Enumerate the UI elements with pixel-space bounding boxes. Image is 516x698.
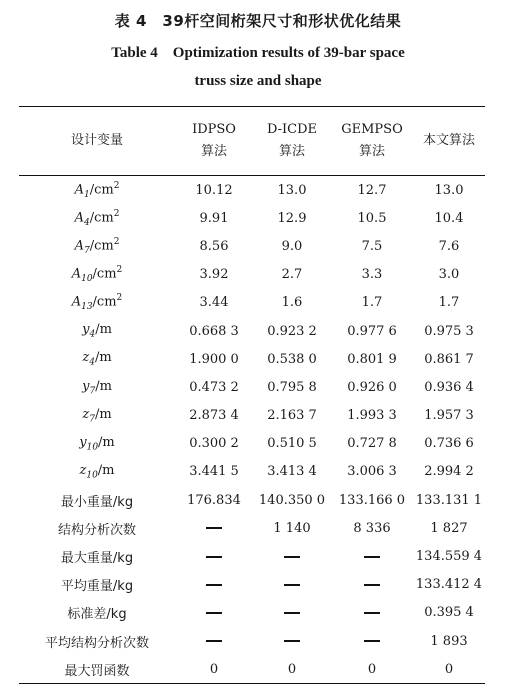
value-cell: 3.0 — [438, 267, 460, 283]
table-row — [19, 261, 485, 289]
header-idpso-suffix: 算法 — [200, 144, 227, 159]
variable-symbol: A — [74, 181, 84, 197]
header-proposed-algorithm: 本文算法 — [413, 107, 485, 176]
value-cell — [331, 571, 413, 599]
variable-unit: /m — [94, 406, 112, 422]
variable-unit: /m — [94, 350, 112, 366]
row-label — [19, 289, 175, 317]
value-cell: 1.957 3 — [424, 408, 474, 424]
results-table — [19, 106, 485, 684]
not-available-dash — [206, 556, 222, 558]
value-cell: 3.006 3 — [347, 464, 397, 480]
value-cell: 13.0 — [277, 182, 307, 198]
value-cell — [253, 599, 331, 627]
caption-english-line-1: Table 4 Optimization results of 39-bar space — [111, 45, 405, 61]
variable-symbol: y — [82, 378, 90, 394]
row-label — [19, 317, 175, 345]
variable-unit: /cm — [92, 266, 117, 282]
variable-unit: /cm — [89, 238, 114, 254]
table-body — [19, 176, 485, 684]
row-label — [19, 345, 175, 373]
value-cell: 2.7 — [281, 267, 303, 283]
value-cell: 2.994 2 — [424, 464, 474, 480]
caption-english — [0, 39, 516, 95]
value-cell: 0 — [331, 655, 413, 684]
value-cell — [175, 571, 253, 599]
value-cell: 133.166 0 — [338, 492, 406, 508]
row-label: 最小重量/kg — [60, 494, 134, 510]
value-cell: 9.91 — [199, 210, 229, 226]
unit-exponent: 2 — [113, 180, 120, 191]
value-cell — [175, 627, 253, 655]
value-cell: 1.993 3 — [347, 408, 397, 424]
value-cell: 12.9 — [277, 210, 307, 226]
variable-subscript: 7 — [83, 245, 90, 256]
unit-exponent: 2 — [116, 265, 123, 276]
header-variable: 设计变量 — [19, 107, 175, 176]
value-cell: 1 827 — [430, 520, 468, 536]
table-row — [19, 373, 485, 401]
header-dicde-suffix: 算法 — [278, 144, 305, 159]
value-cell: 1.7 — [361, 295, 383, 311]
header-gempso-suffix: 算法 — [358, 144, 385, 159]
table-row — [19, 430, 485, 458]
row-label: 最大重量/kg — [60, 551, 134, 567]
header-dicde-name: D-ICDE — [266, 122, 318, 137]
variable-subscript: 7 — [89, 414, 95, 425]
value-cell: 0 — [175, 655, 253, 684]
not-available-dash — [364, 612, 380, 614]
value-cell: 176.834 — [187, 492, 241, 508]
header-gempso-name: GEMPSO — [341, 122, 403, 137]
table-row — [19, 571, 485, 599]
value-cell — [331, 542, 413, 570]
value-cell: 0.795 8 — [267, 379, 317, 395]
unit-exponent: 2 — [113, 208, 120, 219]
value-cell: 134.559 4 — [415, 549, 483, 565]
value-cell: 0.977 6 — [347, 323, 397, 339]
not-available-dash — [284, 584, 300, 586]
value-cell: 0.861 7 — [424, 351, 474, 367]
table-row — [19, 204, 485, 232]
value-cell: 0.923 2 — [267, 323, 317, 339]
not-available-dash — [206, 527, 222, 529]
variable-unit: /m — [95, 322, 112, 338]
row-label — [19, 373, 175, 401]
not-available-dash — [284, 612, 300, 614]
row-label: 结构分析次数 — [57, 522, 136, 538]
value-cell: 10.5 — [357, 210, 387, 226]
table-row — [19, 599, 485, 627]
table-row — [19, 486, 485, 514]
variable-unit: /m — [97, 463, 115, 479]
not-available-dash — [284, 556, 300, 558]
variable-unit: /m — [95, 378, 112, 394]
row-label — [19, 458, 175, 486]
value-cell: 0.300 2 — [189, 436, 239, 452]
value-cell: 0.510 5 — [267, 436, 317, 452]
variable-subscript: 1 — [83, 189, 90, 200]
value-cell: 2.873 4 — [189, 408, 239, 424]
header-idpso — [175, 107, 253, 176]
table-row — [19, 289, 485, 317]
row-label: 标准差/kg — [67, 607, 127, 623]
row-label — [19, 402, 175, 430]
value-cell: 1.6 — [281, 295, 303, 311]
value-cell — [175, 514, 253, 542]
variable-symbol: z — [79, 463, 87, 479]
variable-symbol: A — [74, 238, 84, 254]
value-cell: 3.3 — [361, 267, 383, 283]
value-cell — [253, 571, 331, 599]
not-available-dash — [284, 640, 300, 642]
value-cell: 3.44 — [199, 295, 229, 311]
value-cell: 1 140 — [273, 520, 311, 536]
value-cell: 0.538 0 — [267, 351, 317, 367]
value-cell: 0.395 4 — [424, 605, 474, 621]
table-row — [19, 514, 485, 542]
value-cell: 1 893 — [430, 633, 468, 649]
value-cell: 1.900 0 — [189, 351, 239, 367]
value-cell — [175, 599, 253, 627]
variable-unit: /cm — [89, 181, 114, 197]
value-cell — [331, 599, 413, 627]
variable-subscript: 4 — [89, 329, 96, 340]
variable-unit: /cm — [89, 210, 114, 226]
caption-chinese: 表 4 39杆空间桁架尺寸和形状优化结果 — [114, 12, 402, 30]
caption-english-line-2: truss size and shape — [194, 73, 322, 89]
variable-unit: /m — [98, 434, 115, 450]
variable-symbol: A — [74, 210, 84, 226]
value-cell: 133.412 4 — [415, 577, 483, 593]
row-label — [19, 232, 175, 260]
table-row — [19, 402, 485, 430]
variable-subscript: 13 — [81, 302, 93, 313]
value-cell: 12.7 — [357, 182, 387, 198]
row-label — [19, 430, 175, 458]
table-row — [19, 655, 485, 684]
unit-exponent: 2 — [113, 237, 120, 247]
variable-unit: /cm — [92, 294, 117, 310]
unit-exponent: 2 — [116, 293, 123, 304]
table-row — [19, 176, 485, 205]
value-cell — [253, 542, 331, 570]
value-cell: 140.350 0 — [258, 492, 326, 508]
variable-symbol: A — [71, 266, 82, 282]
table-row — [19, 627, 485, 655]
value-cell: 0.936 4 — [424, 379, 474, 395]
value-cell — [253, 627, 331, 655]
value-cell: 8 336 — [353, 520, 391, 536]
value-cell: 9.0 — [281, 238, 303, 254]
table-caption — [0, 10, 516, 95]
not-available-dash — [206, 584, 222, 586]
row-label: 最大罚函数 — [19, 655, 175, 684]
value-cell: 0.736 6 — [424, 436, 474, 452]
value-cell: 0.801 9 — [347, 351, 397, 367]
value-cell: 0.926 0 — [347, 379, 397, 395]
table-row — [19, 542, 485, 570]
row-label: 平均结构分析次数 — [44, 635, 149, 651]
value-cell — [175, 542, 253, 570]
not-available-dash — [364, 556, 380, 558]
value-cell: 3.413 4 — [267, 464, 317, 480]
row-label — [19, 261, 175, 289]
variable-subscript: 4 — [83, 217, 90, 228]
variable-subscript: 4 — [89, 358, 95, 369]
value-cell: 0 — [253, 655, 331, 684]
value-cell: 1.7 — [438, 295, 460, 311]
variable-subscript: 10 — [86, 442, 99, 453]
header-gempso — [331, 107, 413, 176]
value-cell: 0 — [413, 655, 485, 684]
value-cell: 0.975 3 — [424, 323, 474, 339]
value-cell: 10.12 — [195, 182, 233, 198]
value-cell: 13.0 — [434, 182, 464, 198]
variable-subscript: 10 — [86, 470, 98, 481]
row-label — [19, 176, 175, 205]
value-cell: 3.92 — [199, 267, 229, 283]
value-cell: 3.441 5 — [189, 464, 239, 480]
variable-symbol: y — [82, 322, 90, 338]
value-cell — [331, 627, 413, 655]
not-available-dash — [206, 640, 222, 642]
not-available-dash — [364, 640, 380, 642]
value-cell: 7.5 — [361, 238, 383, 254]
variable-subscript: 7 — [89, 386, 96, 397]
value-cell: 10.4 — [434, 210, 464, 226]
value-cell: 7.6 — [438, 238, 460, 254]
value-cell: 8.56 — [199, 238, 229, 254]
value-cell: 0.473 2 — [189, 379, 239, 395]
value-cell: 0.668 3 — [189, 323, 239, 339]
value-cell: 0.727 8 — [347, 436, 397, 452]
header-idpso-name: IDPSO — [192, 122, 236, 137]
table-row — [19, 458, 485, 486]
not-available-dash — [364, 584, 380, 586]
value-cell: 133.131 1 — [415, 492, 483, 508]
variable-symbol: z — [82, 406, 90, 422]
row-label — [19, 204, 175, 232]
header-row — [19, 107, 485, 176]
not-available-dash — [206, 612, 222, 614]
value-cell: 2.163 7 — [267, 408, 317, 424]
table-row — [19, 317, 485, 345]
row-label: 平均重量/kg — [60, 579, 134, 595]
variable-symbol: y — [79, 434, 87, 450]
variable-symbol: A — [71, 294, 82, 310]
header-dicde — [253, 107, 331, 176]
variable-symbol: z — [82, 350, 90, 366]
table-row — [19, 345, 485, 373]
table-row — [19, 232, 485, 260]
variable-subscript: 10 — [81, 274, 93, 285]
